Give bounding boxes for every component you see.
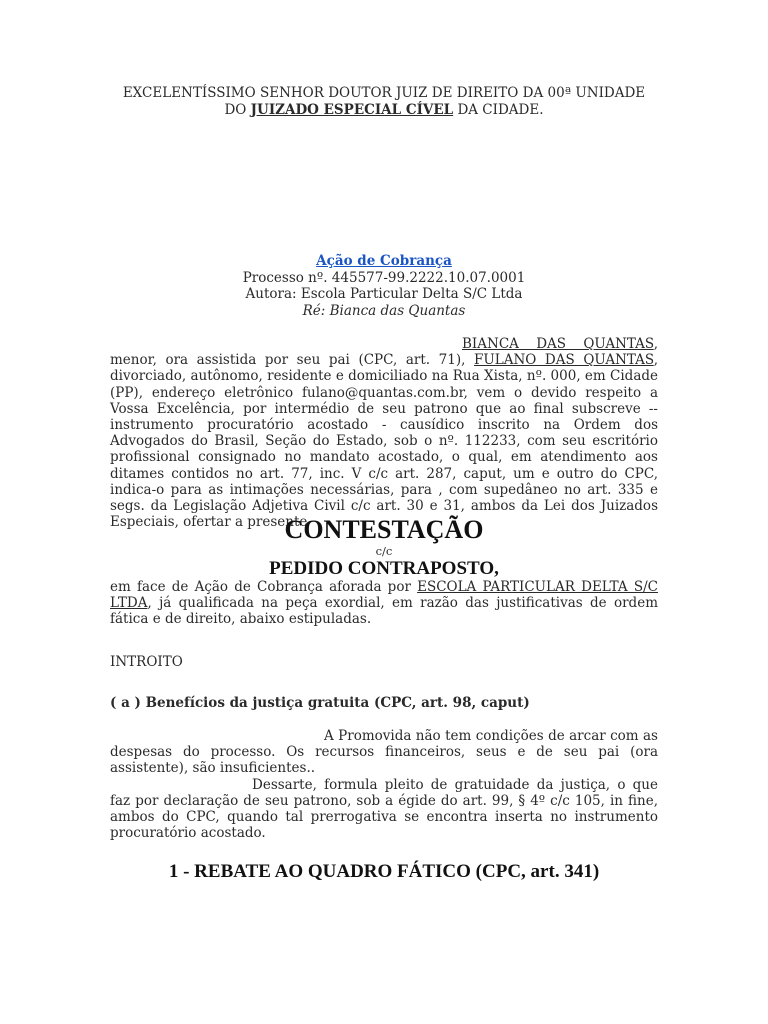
para1-text-2: , divorciado, autônomo, residente e domiciliado na Rua Xista, nº. 000, em Cidade (PP), endereço eletrônico fulano@quantas.com.br, vem o devido respeito a Vossa Excelência, por intermédio de seu patrono que ao final subscreve -- instrumento procuratório acostado - causídico inscrito na Ordem dos Advogados do Brasil, Seção do Estado, sob o nº. 112233, com seu escritório profissional consignado no mandato acostado, o qual, em atendimento aos ditames contidos no art. 77, inc. V c/c art. 287, caput, um e outro do CPC, indica-o para as intimações necessárias, para , com supedâneo no art. 335 e segs. da Legislação Adjetiva Civil c/c art. 30 e 31, ambos da Lei dos Juizados Especiais, ofertar a presente <box>110 352 658 531</box>
gratuity-text-1: A Promovida não tem condições de arcar com as despesas do processo. Os recursos financeiros, seus e de seu pai (ora assistente), são insuficientes.. <box>110 728 658 777</box>
case-process-number: Processo nº. 445577-99.2222.10.07.0001 <box>242 269 526 286</box>
gratuity-text-2: Dessarte, formula pleito de gratuidade da justiça, o que faz por declaração de seu patrono, sob a égide do art. 99, § 4º c/c 105, in fine, ambos do CPC, quando tal prerrogativa se encontra inserta no instrumento procuratório acostado. <box>110 776 658 842</box>
gratuity-paragraph-1 <box>110 728 658 777</box>
case-defendant: Ré: Bianca das Quantas <box>302 302 466 319</box>
qualification-paragraph <box>110 336 658 530</box>
contestacao-heading: CONTESTAÇÃO <box>284 515 484 544</box>
plaintiff-name: ESCOLA PARTICULAR DELTA S/C LTDA <box>110 579 658 612</box>
para2-text-1: em face de Ação de Cobrança aforada por <box>110 579 418 595</box>
case-info <box>110 253 658 319</box>
defendant-name: BIANCA DAS QUANTAS <box>462 336 654 352</box>
header-line-2 <box>110 102 658 119</box>
header-line-2-pre: DO <box>224 102 251 118</box>
header-line-1: EXCELENTÍSSIMO SENHOR DOUTOR JUIZ DE DIREITO DA 00ª UNIDADE <box>122 85 646 101</box>
gratuity-paragraph-2 <box>110 777 658 842</box>
header-line-2-post: DA CIDADE. <box>453 102 544 118</box>
assistant-name: FULANO DAS QUANTAS <box>473 352 654 369</box>
pedido-contraposto-heading: PEDIDO CONTRAPOSTO, <box>269 558 499 579</box>
para2-text-2: , já qualificada na peça exordial, em razão das justificativas de ordem fática e de direito, abaixo estipuladas. <box>110 595 658 628</box>
justice-gratuity-paragraphs <box>110 728 658 841</box>
section-1-heading: 1 - REBATE AO QUADRO FÁTICO (CPC, art. 341) <box>168 861 600 882</box>
para1-text-1: , menor, ora assistida por seu pai (CPC, art. 71), <box>110 336 658 369</box>
court-header <box>110 85 658 119</box>
introito-heading: INTROITO <box>110 654 183 670</box>
court-name: JUIZADO ESPECIAL CÍVEL <box>250 102 454 118</box>
case-plaintiff: Autora: Escola Particular Delta S/C Ltda <box>245 286 523 302</box>
face-paragraph <box>110 579 658 628</box>
section-a-heading: ( a ) Benefícios da justiça gratuita (CPC, art. 98, caput) <box>110 695 530 711</box>
cc-label: c/c <box>375 544 393 558</box>
case-title-link[interactable]: Ação de Cobrança <box>316 253 452 269</box>
